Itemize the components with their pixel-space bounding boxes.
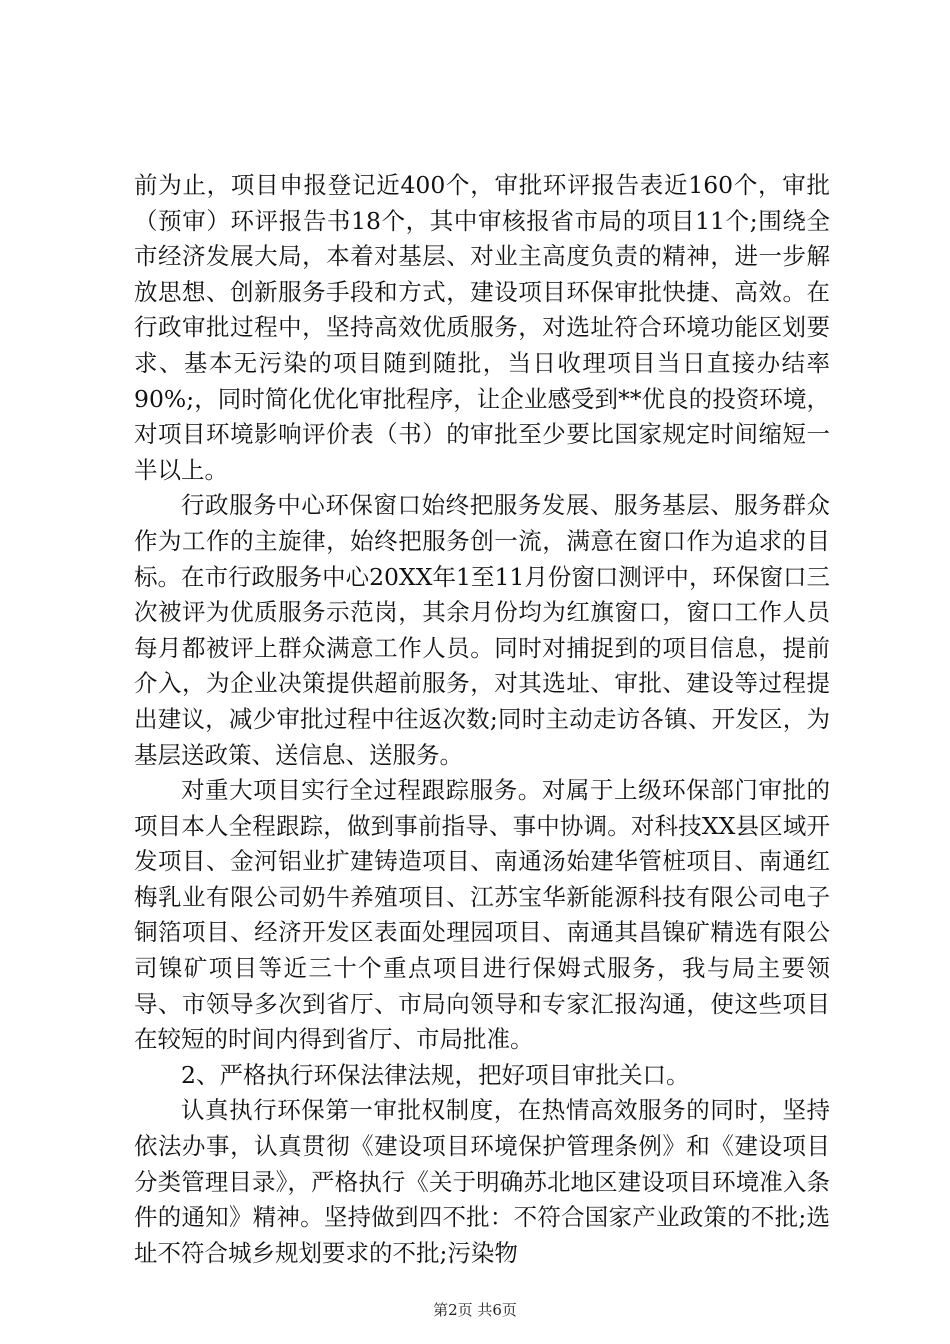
paragraph-regulations: 认真执行环保第一审批权制度，在热情高效服务的同时，坚持依法办事，认真贯彻《建设项目环境保护管理条例》和《建设项目分类管理目录》，严格执行《关于明确苏北地区建设项目环境准入条件的通知》精神。坚持做到四不批：不符合国家产业政策的不批;选址不符合城乡规划要求的不批;污染物 [134,1096,830,1267]
page-footer: 第2页 共6页 [433,1301,517,1319]
section-heading-2: 2、严格执行环保法律法规，把好项目审批关口。 [181,1060,690,1089]
document-body [134,168,830,1271]
paragraph-service-window: 行政服务中心环保窗口始终把服务发展、服务基层、服务群众作为工作的主旋律，始终把服务创一流，满意在窗口作为追求的目标。在市行政服务中心20XX年1至11月份窗口测评中，环保窗口三次被评为优质服务示范岗，其余月份均为红旗窗口，窗口工作人员每月都被评上群众满意工作人员。同时对捕捉到的项目信息，提前介入，为企业决策提供超前服务，对其选址、审批、建设等过程提出建议，减少审批过程中往返次数;同时主动走访各镇、开发区，为基层送政策、送信息、送服务。 [134,491,830,769]
paragraph-major-projects: 对重大项目实行全过程跟踪服务。对属于上级环保部门审批的项目本人全程跟踪，做到事前指导、事中协调。对科技XX县区域开发项目、金河铝业扩建铸造项目、南通汤始建华管桩项目、南通红梅乳业有限公司奶牛养殖项目、江苏宝华新能源科技有限公司电子铜箔项目、经济开发区表面处理园项目、南通其昌镍矿精选有限公司镍矿项目等近三十个重点项目进行保姆式服务，我与局主要领导、市领导多次到省厅、市局向领导和专家汇报沟通，使这些项目在较短的时间内得到省厅、市局批准。 [134,776,830,1054]
paragraph-approval-stats: 前为止，项目申报登记近400个，审批环评报告表近160个，审批（预审）环评报告书18个，其中审核报省市局的项目11个;围绕全市经济发展大局，本着对基层、对业主高度负责的精神，进一步解放思想、创新服务手段和方式，建设项目环保审批快捷、高效。在行政审批过程中，坚持高效优质服务，对选址符合环境功能区划要求、基本无污染的项目随到随批，当日收理项目当日直接办结率90%;，同时简化优化审批程序，让企业感受到**优良的投资环境，对项目环境影响评价表（书）的审批至少要比国家规定时间缩短一半以上。 [134,171,830,484]
